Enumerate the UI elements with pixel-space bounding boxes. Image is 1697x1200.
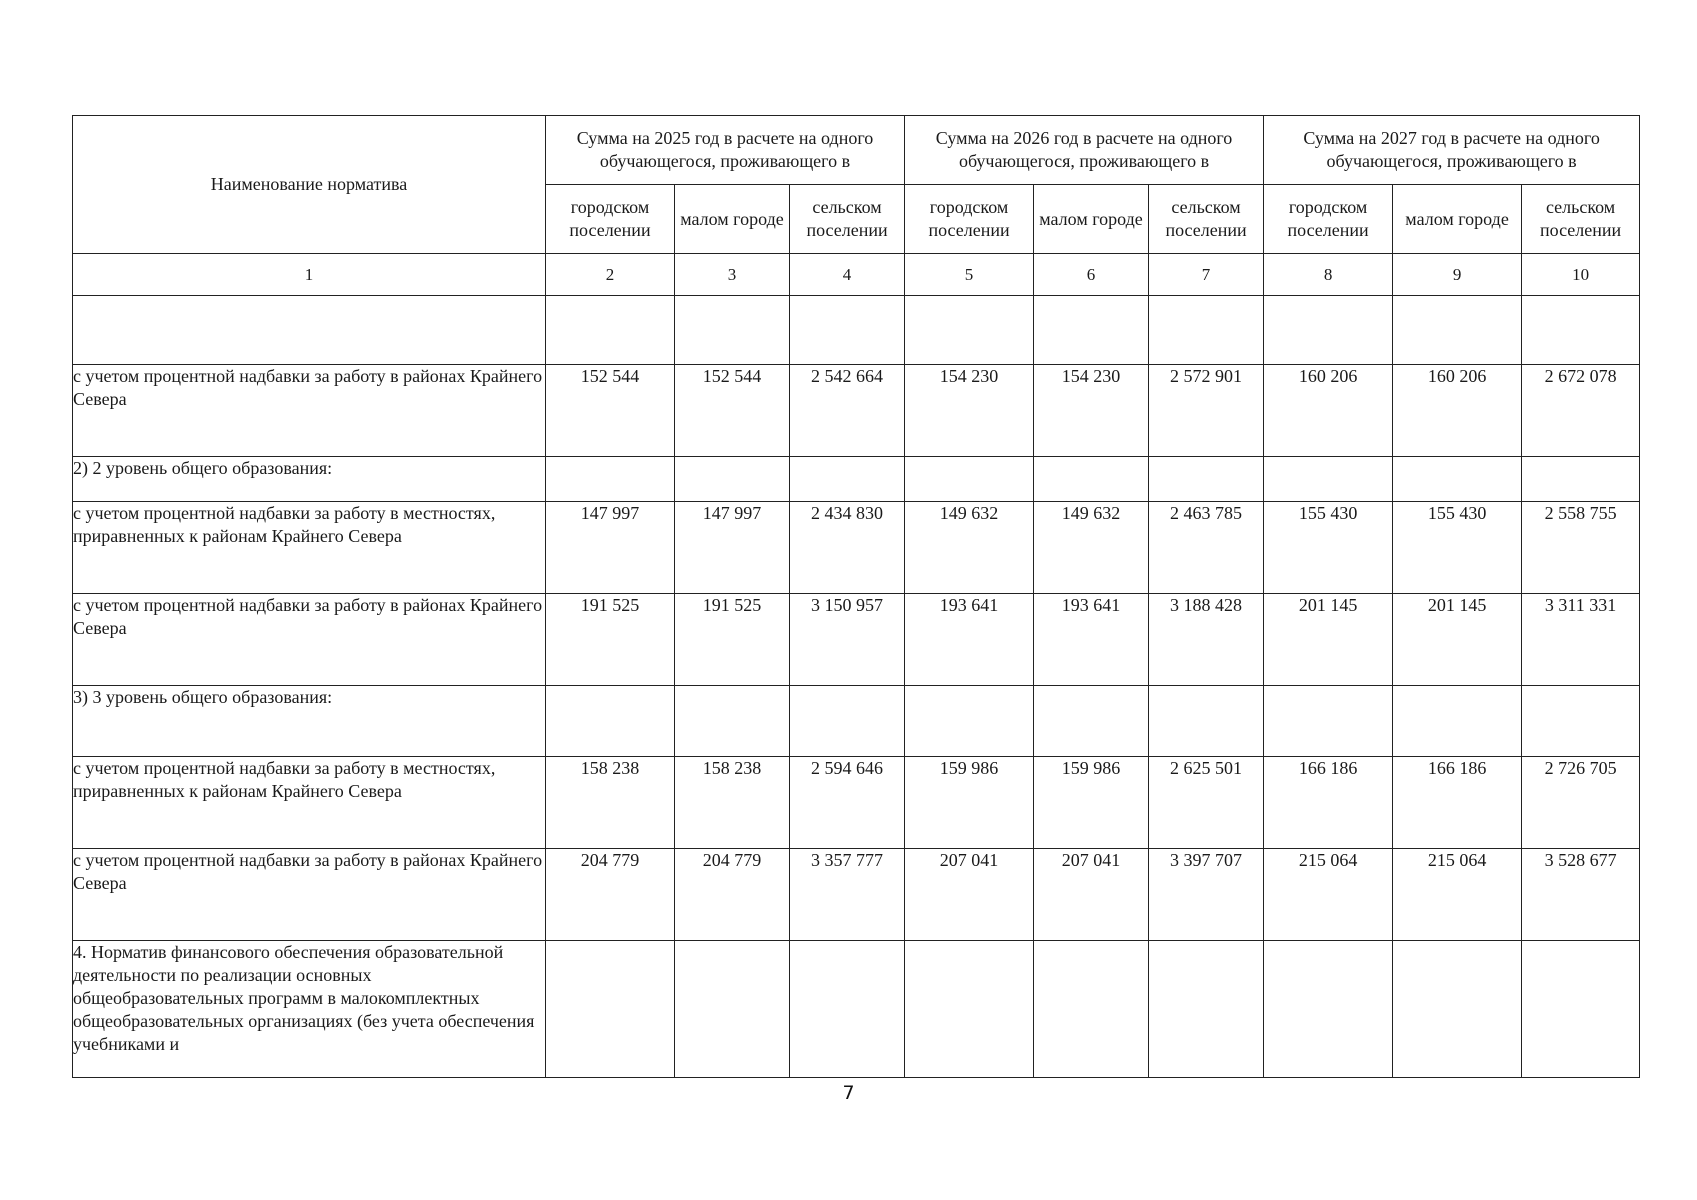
table-cell: 158 238 [675, 757, 790, 849]
table-cell [905, 686, 1034, 757]
table-cell [546, 686, 675, 757]
table-cell [1264, 457, 1393, 502]
table-cell [1522, 296, 1640, 365]
table-cell: 158 238 [546, 757, 675, 849]
table-cell: 160 206 [1393, 365, 1522, 457]
table-cell: 3 528 677 [1522, 849, 1640, 941]
table-cell [1149, 296, 1264, 365]
table-cell [790, 941, 905, 1078]
header-year-2025: Сумма на 2025 год в расчете на одного обучающегося, проживающего в [546, 116, 905, 185]
column-number: 3 [675, 254, 790, 296]
table-cell [790, 686, 905, 757]
header-year-2026: Сумма на 2026 год в расчете на одного обучающегося, проживающего в [905, 116, 1264, 185]
table-cell: 154 230 [1034, 365, 1149, 457]
table-row [73, 594, 1640, 686]
table-cell [1522, 457, 1640, 502]
table-cell [1393, 941, 1522, 1078]
row-name: с учетом процентной надбавки за работу в местностях, приравненных к районам Крайнего Севера [73, 757, 546, 849]
table-cell [546, 457, 675, 502]
table-cell [905, 296, 1034, 365]
table-cell: 193 641 [1034, 594, 1149, 686]
column-number: 8 [1264, 254, 1393, 296]
table-cell [1034, 457, 1149, 502]
table-cell [790, 457, 905, 502]
table-cell: 201 145 [1264, 594, 1393, 686]
table-cell [1149, 457, 1264, 502]
table-cell: 204 779 [546, 849, 675, 941]
table-cell [1264, 686, 1393, 757]
row-name: 2) 2 уровень общего образования: [73, 457, 546, 502]
row-name: 3) 3 уровень общего образования: [73, 686, 546, 757]
subheader-rural: сельском поселении [1522, 185, 1640, 254]
table-cell: 155 430 [1264, 502, 1393, 594]
table-cell: 147 997 [675, 502, 790, 594]
table-cell: 154 230 [905, 365, 1034, 457]
table-cell: 3 357 777 [790, 849, 905, 941]
table-row [73, 457, 1640, 502]
table-cell [546, 941, 675, 1078]
table-cell [1264, 296, 1393, 365]
table-cell: 2 672 078 [1522, 365, 1640, 457]
table-cell: 2 542 664 [790, 365, 905, 457]
table-cell [1149, 686, 1264, 757]
table-row [73, 686, 1640, 757]
table-cell: 191 525 [546, 594, 675, 686]
table-cell: 166 186 [1393, 757, 1522, 849]
table-cell: 2 572 901 [1149, 365, 1264, 457]
table-cell [675, 941, 790, 1078]
header-year-2027: Сумма на 2027 год в расчете на одного обучающегося, проживающего в [1264, 116, 1640, 185]
table-cell [675, 457, 790, 502]
subheader-small-town: малом городе [1393, 185, 1522, 254]
row-name: с учетом процентной надбавки за работу в местностях, приравненных к районам Крайнего Севера [73, 502, 546, 594]
table-cell [1522, 941, 1640, 1078]
table-cell: 3 188 428 [1149, 594, 1264, 686]
table-cell: 147 997 [546, 502, 675, 594]
table-cell: 3 150 957 [790, 594, 905, 686]
table-cell: 149 632 [1034, 502, 1149, 594]
table-cell: 215 064 [1393, 849, 1522, 941]
column-number: 5 [905, 254, 1034, 296]
table-cell [675, 296, 790, 365]
column-number: 2 [546, 254, 675, 296]
row-name: с учетом процентной надбавки за работу в районах Крайнего Севера [73, 365, 546, 457]
row-name: с учетом процентной надбавки за работу в районах Крайнего Севера [73, 849, 546, 941]
table-cell [1393, 296, 1522, 365]
table-cell: 152 544 [546, 365, 675, 457]
row-name: 4. Норматив финансового обеспечения образовательной деятельности по реализации основных общеобразовательных программ в малокомплектных общеобразовательных организациях (без учета обеспечения учебниками и [73, 941, 546, 1078]
table-cell [546, 296, 675, 365]
subheader-rural: сельском поселении [790, 185, 905, 254]
subheader-urban: городском поселении [1264, 185, 1393, 254]
table-cell: 2 463 785 [1149, 502, 1264, 594]
table-row [73, 757, 1640, 849]
table-cell: 2 625 501 [1149, 757, 1264, 849]
table-cell: 193 641 [905, 594, 1034, 686]
table-cell: 201 145 [1393, 594, 1522, 686]
column-number: 10 [1522, 254, 1640, 296]
table-cell: 2 558 755 [1522, 502, 1640, 594]
table-cell: 159 986 [1034, 757, 1149, 849]
page-number: 7 [842, 1082, 855, 1104]
table-cell [1522, 686, 1640, 757]
row-name: с учетом процентной надбавки за работу в районах Крайнего Севера [73, 594, 546, 686]
table-row [73, 849, 1640, 941]
table-cell: 149 632 [905, 502, 1034, 594]
table-cell: 155 430 [1393, 502, 1522, 594]
table-cell [905, 457, 1034, 502]
table-cell: 159 986 [905, 757, 1034, 849]
subheader-urban: городском поселении [546, 185, 675, 254]
table-cell: 2 594 646 [790, 757, 905, 849]
subheader-rural: сельском поселении [1149, 185, 1264, 254]
table-cell [1264, 941, 1393, 1078]
table-cell: 204 779 [675, 849, 790, 941]
table-cell [1393, 686, 1522, 757]
table-cell: 3 311 331 [1522, 594, 1640, 686]
subheader-small-town: малом городе [675, 185, 790, 254]
table-cell [790, 296, 905, 365]
table-cell [905, 941, 1034, 1078]
column-number: 7 [1149, 254, 1264, 296]
table-row [73, 365, 1640, 457]
subheader-urban: городском поселении [905, 185, 1034, 254]
column-number: 4 [790, 254, 905, 296]
table-row [73, 502, 1640, 594]
table-cell: 152 544 [675, 365, 790, 457]
column-number: 9 [1393, 254, 1522, 296]
column-number: 1 [73, 254, 546, 296]
table-cell: 3 397 707 [1149, 849, 1264, 941]
table-cell: 191 525 [675, 594, 790, 686]
table-cell: 2 434 830 [790, 502, 905, 594]
normative-table [72, 115, 1640, 1078]
table-row [73, 941, 1640, 1078]
table-cell [1034, 941, 1149, 1078]
table-row [73, 296, 1640, 365]
table-cell: 160 206 [1264, 365, 1393, 457]
table-cell [1393, 457, 1522, 502]
table-cell [1034, 686, 1149, 757]
table-cell: 207 041 [1034, 849, 1149, 941]
table-cell: 215 064 [1264, 849, 1393, 941]
column-number: 6 [1034, 254, 1149, 296]
table-cell: 2 726 705 [1522, 757, 1640, 849]
row-name [73, 296, 546, 365]
subheader-small-town: малом городе [1034, 185, 1149, 254]
header-name-column: Наименование норматива [73, 116, 546, 254]
table-cell [675, 686, 790, 757]
table-cell: 166 186 [1264, 757, 1393, 849]
table-cell [1149, 941, 1264, 1078]
table-cell [1034, 296, 1149, 365]
table-cell: 207 041 [905, 849, 1034, 941]
